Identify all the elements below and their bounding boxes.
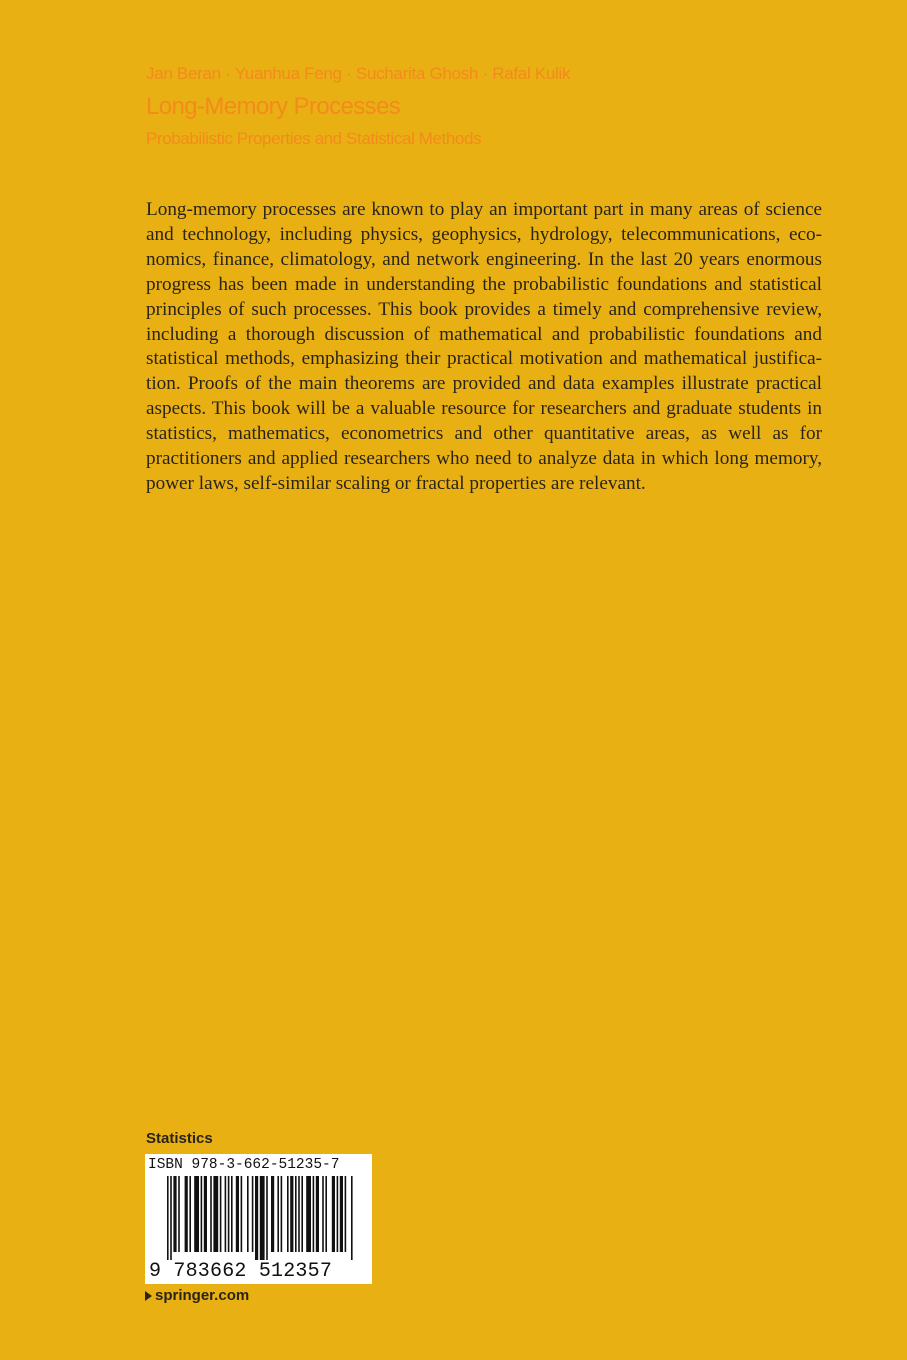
barcode-bar	[231, 1176, 233, 1252]
barcode-bar	[306, 1176, 311, 1252]
barcode-bar	[236, 1176, 239, 1252]
barcode-bar	[332, 1176, 335, 1252]
barcode-bar	[351, 1176, 353, 1260]
isbn-barcode	[145, 1154, 372, 1284]
isbn-label: ISBN 978-3-662-51235-7	[148, 1157, 340, 1173]
barcode-bar	[271, 1176, 274, 1252]
arrow-icon	[145, 1291, 152, 1301]
barcode-bar	[301, 1176, 303, 1252]
isbn-digits: 9 783662 512357	[149, 1260, 333, 1283]
barcode-bar	[260, 1176, 265, 1260]
publisher-link[interactable]	[145, 1287, 249, 1304]
barcode-bar	[220, 1176, 222, 1252]
barcode-bar	[340, 1176, 343, 1252]
barcode-bar	[173, 1176, 176, 1252]
authors-line: Jan Beran · Yuanhua Feng · Sucharita Ghosh · Rafal Kulik	[146, 64, 571, 83]
barcode-bar	[266, 1176, 268, 1260]
barcode-bar	[167, 1176, 169, 1260]
barcode-bar	[277, 1176, 279, 1252]
barcode-bar	[298, 1176, 300, 1252]
barcode-bar	[247, 1176, 249, 1252]
barcode-bar	[287, 1176, 289, 1252]
barcode-bar	[325, 1176, 327, 1252]
book-subtitle: Probabilistic Properties and Statistical Methods	[146, 129, 482, 148]
barcode-bar	[241, 1176, 243, 1252]
barcode-bar	[201, 1176, 203, 1252]
barcode-bar	[281, 1176, 283, 1252]
barcode-bar	[322, 1176, 324, 1252]
barcode-bar	[210, 1176, 212, 1252]
barcode-bar	[337, 1176, 339, 1252]
barcode-bar	[213, 1176, 218, 1252]
barcode-bar	[225, 1176, 227, 1252]
barcode-bar	[185, 1176, 188, 1252]
book-description: Long-memory processes are known to play an important part in many areas of science and technology, including physics, geophysics, hydrology, telecommunications, economics, finance, climatology, and network engineering. In the last 20 years enormous progress has been made in understanding the probabilistic foundations and statistical principles of such processes. This book provides a timely and comprehensive review, including a thorough discussion of mathematical and probabilistic foundations and statistical methods, emphasizing their practical motivation and mathematical justification. Proofs of the main theorems are provided and data examples illustrate practical aspects. This book will be a valuable resource for researchers and graduate students in statistics, mathematics, econometrics and other quantitative areas, as well as for practitioners and applied researchers who need to analyze data in which long memory, power laws, self-similar scaling or fractal properties are relevant.	[146, 199, 822, 494]
barcode-bar	[189, 1176, 191, 1252]
barcode-bar	[252, 1176, 254, 1252]
subject-category: Statistics	[146, 1130, 213, 1147]
book-title: Long-Memory Processes	[146, 93, 401, 120]
barcode-bar	[295, 1176, 297, 1252]
barcode-bar	[170, 1176, 172, 1260]
barcode-bar	[194, 1176, 199, 1252]
barcode-bar	[204, 1176, 207, 1252]
barcode-bar	[313, 1176, 315, 1252]
publisher-url: springer.com	[155, 1287, 250, 1304]
barcode-bar	[290, 1176, 293, 1252]
barcode-bar	[316, 1176, 319, 1252]
barcode-bar	[228, 1176, 230, 1252]
barcode-bars	[145, 1176, 372, 1260]
barcode-bar	[178, 1176, 180, 1252]
barcode-bar	[345, 1176, 347, 1252]
barcode-bar	[255, 1176, 258, 1260]
